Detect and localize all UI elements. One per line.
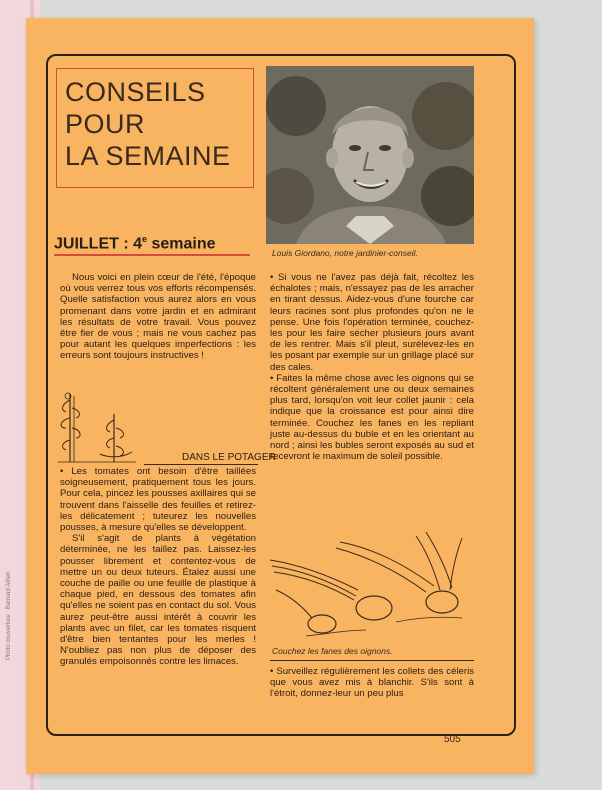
tomato-plant-illustration: [52, 384, 138, 464]
right-paragraph-2: • Faites la même chose avec les oignons qui se récoltent généralement une ou deux semaines plus tard, lorsqu'on voit leur collet jaunir : cela indique que la croissance est pour ainsi dire terminée. Couchez les fanes en les repliant juste au-dessus du buble et en les orientant au nord ; ainsi les bubles seront exposés au sud et recevront le maximum de soleil possible.: [270, 372, 474, 463]
title-box: [56, 68, 254, 188]
caption-rule: [270, 660, 474, 661]
right-column: [270, 272, 474, 462]
onion-illustration: [266, 530, 474, 642]
heading-rule: [54, 254, 250, 256]
portrait-image: [266, 66, 474, 244]
right-paragraph-1: • Si vous ne l'avez pas déjà fait, récoltez les échalotes ; mais, n'essayez pas de les arracher en tirant dessus. Aidez-vous d'une fourche car leurs racines sont plus profondes qu'on ne le pense. Une fois l'opération terminée, couchez-les pour les faire sécher plusieurs jours avant de les rentrer. Mais s'il pleut, surélevez-les en les posant par exemple sur un grillage placé sur des cales.: [270, 272, 474, 373]
photo-caption: Louis Giordano, notre jardinier-conseil.: [272, 248, 418, 258]
right-column-bottom: [270, 666, 474, 700]
potager-paragraph-2: S'il s'agit de plants à végétation déterminée, ne les taillez pas. Laissez-les pousser librement et contentez-vous de mettre un ou deux tuteurs. Étalez aussi une couche de paille ou une feuille de plastique à chaque pied, en dessous des tomates afin qu'elles ne soient pas en contact du sol. Vous aurez peut-être aussi intérêt à couvrir les plants avec un filet, car les tomates risquent d'être bien tentantes pour les merles ! N'oubliez pas non plus de déposer des granulés empoisonnés contre les limaces.: [60, 533, 256, 668]
month-label: JUILLET : 4: [54, 235, 143, 253]
intro-paragraph: Nous voici en plein cœur de l'été, l'époque où vous verrez tous vos efforts récompensés. Quelle satisfaction vous aurez alors en vous promenant dans votre jardin et en admirant les résultats de votre travail. Vous pouvez être fier de vous ; mais ne vous cachez pas pour autant les quelques imperfections : les erreurs sont toujours instructives !: [60, 272, 256, 362]
potager-column: [60, 466, 256, 668]
title-line-3: LA SEMAINE: [65, 141, 231, 171]
ordinal-suffix: e: [142, 234, 148, 244]
intro-column: [60, 272, 256, 362]
portrait-photo: [266, 66, 474, 244]
month-heading: [54, 234, 216, 253]
section-rule: [144, 464, 258, 465]
title-line-1: CONSEILS: [65, 77, 206, 107]
title-line-2: POUR: [65, 109, 146, 139]
potager-paragraph-1: • Les tomates ont besoin d'être taillées soigneusement, pratiquement tous les jours. Pour cela, pincez les pousses axillaires qui se trouvent dans l'aisselle des feuilles et retirez-les délicatement ; tuteurez les nouvelles pousses, à mesure qu'elles se développent.: [60, 466, 256, 534]
right-paragraph-3: • Surveillez régulièrement les collets des céleris que vous avez mis à blanchir. S'ils sont à l'étroit, donnez-leur un peu plus: [270, 666, 474, 700]
magazine-page: [26, 18, 534, 774]
page-number: 505: [444, 734, 461, 745]
week-label: semaine: [147, 235, 216, 253]
illustration-caption: Couchez les fanes des oignons.: [272, 646, 393, 656]
section-heading-potager: DANS LE POTAGER: [182, 452, 276, 463]
photo-credit: Photo couverture : Bernard Alfieri: [6, 571, 12, 660]
